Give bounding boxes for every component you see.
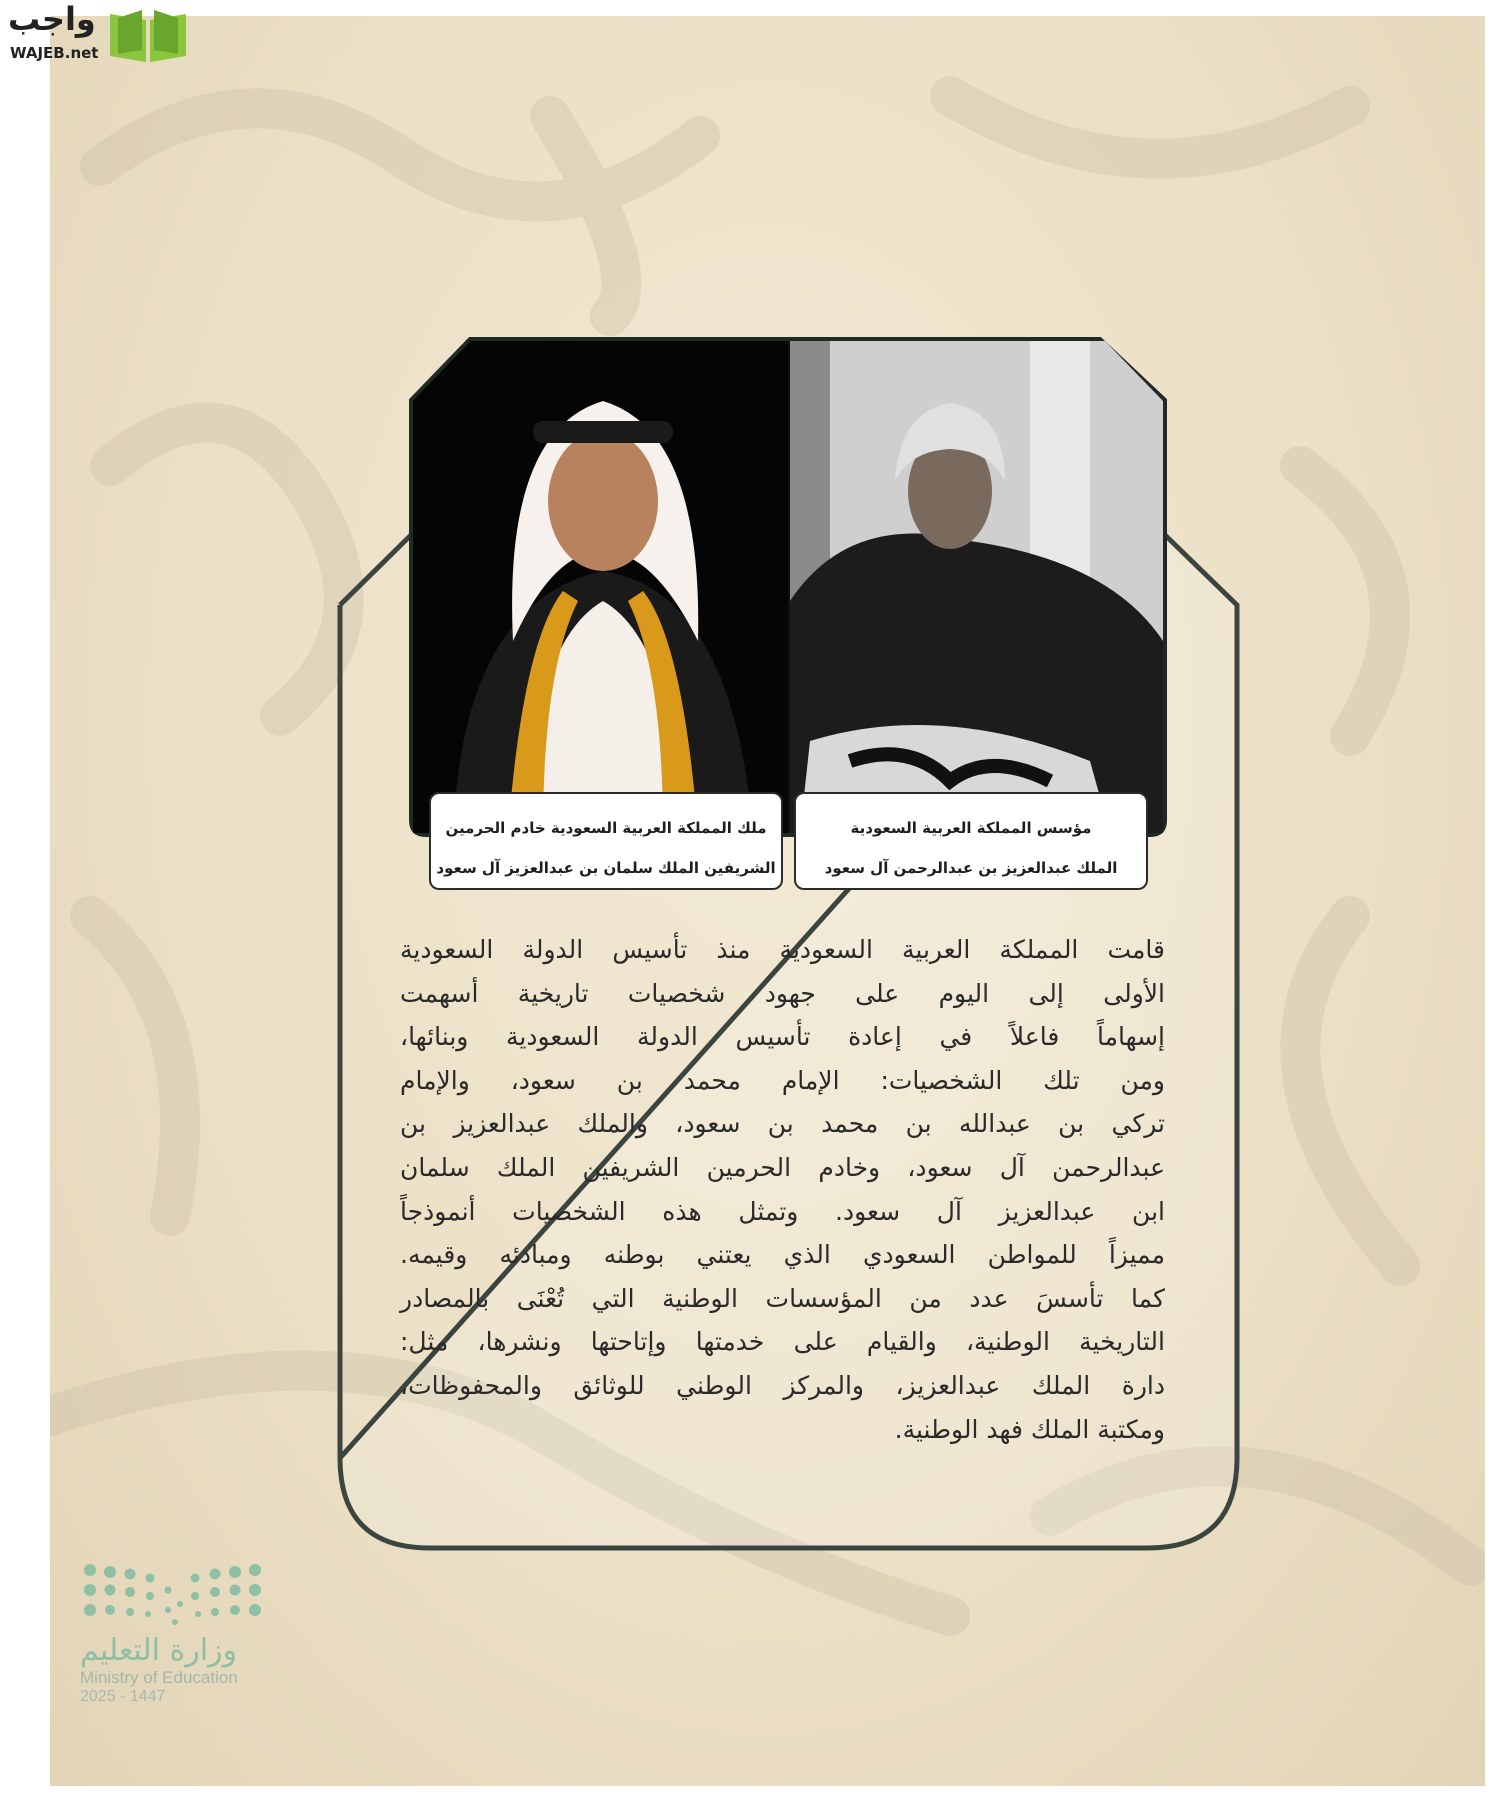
paragraph-line: الأولى إلى اليوم على جهود شخصيات تاريخية أسهمت bbox=[400, 978, 1165, 1008]
paragraph-line: إسهاماً فاعلاً في إعادة تأسيس الدولة السعودية وبنائها، bbox=[400, 1022, 1165, 1052]
paragraph-line: دارة الملك عبدالعزيز، والمركز الوطني للوثائق والمحفوظات، bbox=[400, 1370, 1165, 1400]
caption-line: الملك عبدالعزيز بن عبدالرحمن آل سعود bbox=[824, 859, 1118, 877]
wajeb-logo-arabic: واجب bbox=[8, 0, 96, 38]
paragraph-line: ومن تلك الشخصيات: الإمام محمد بن سعود، والإمام bbox=[400, 1065, 1165, 1095]
paragraph-line: تركي بن عبدالله بن محمد بن سعود، والملك عبدالعزيز بن bbox=[400, 1109, 1165, 1139]
wajeb-logo-latin: WAJEB.net bbox=[10, 44, 99, 62]
caption-line: ملك المملكة العربية السعودية خادم الحرمين bbox=[445, 819, 767, 837]
paragraph-line: كما تأسسَ عدد من المؤسسات الوطنية التي تُعْنَى بالمصادر bbox=[400, 1283, 1165, 1313]
ministry-name-arabic: وزارة التعليم bbox=[80, 1633, 238, 1668]
caption-king-salman bbox=[429, 792, 783, 890]
body-paragraph bbox=[400, 928, 1165, 1451]
paragraph-line: ومكتبة الملك فهد الوطنية. bbox=[894, 1414, 1165, 1444]
paragraph-line: مميزاً للمواطن السعودي الذي يعتني بوطنه ومبادئه وقيمه. bbox=[400, 1240, 1165, 1270]
king-abdulaziz-photo bbox=[790, 341, 1163, 833]
caption-line: الشريفين الملك سلمان بن عبدالعزيز آل سعود bbox=[436, 859, 776, 877]
ministry-dots-icon bbox=[80, 1560, 265, 1625]
ministry-year: 2025 - 1447 bbox=[80, 1688, 166, 1705]
paragraph-line: ابن عبدالعزيز آل سعود. وتمثل هذه الشخصيات أنموذجاً bbox=[400, 1196, 1165, 1226]
caption-king-abdulaziz bbox=[794, 792, 1148, 890]
paragraph-line: عبدالرحمن آل سعود، وخادم الحرمين الشريفين الملك سلمان bbox=[400, 1152, 1165, 1182]
ministry-logo bbox=[80, 1560, 280, 1706]
king-salman-photo bbox=[413, 341, 788, 833]
paragraph-line: التاريخية الوطنية، والقيام على خدمتها وإتاحتها ونشرها، مثل: bbox=[400, 1327, 1165, 1357]
caption-line: مؤسس المملكة العربية السعودية bbox=[850, 819, 1092, 837]
ministry-name-english: Ministry of Education bbox=[80, 1668, 238, 1687]
paragraph-line: قامت المملكة العربية السعودية منذ تأسيس الدولة السعودية bbox=[400, 935, 1165, 964]
